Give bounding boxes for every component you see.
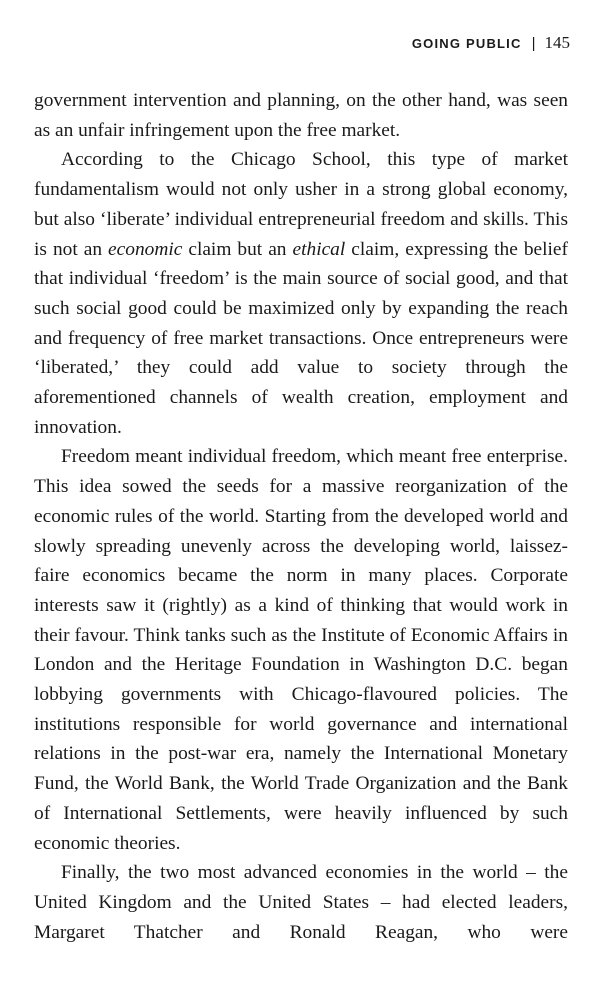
paragraph-finally: Finally, the two most advanced economies in the world – the United Kingdom and the United States – had elected leaders, Margaret Thatcher and Ronald Reagan, who were [34, 862, 568, 943]
paragraph-freedom: Freedom meant individual freedom, which meant free enterprise. This idea sowed the seeds for a massive reorganization of the economic rules of the world. Starting from the developed world and slowly spreading unevenly across the developing world, laissez-faire economics became the norm in many places. Corporate interests saw it (rightly) as a kind of thinking that would work in their favour. Think tanks such as the Institute of Economic Affairs in London and the Heritage Foundation in Washington D.C. began lobbying governments with Chicago-flavoured policies. The institutions responsible for world governance and international relations in the post-war era, namely the International Monetary Fund, the World Bank, the World Trade Organization and the Bank of International Settlements, were heavily influenced by such economic theories. [34, 446, 568, 854]
running-head-section: GOING PUBLIC [411, 36, 522, 51]
paragraph-chicago-school-text-1: According to the Chicago School, this type of market fundamentalism would not only usher in a strong global economy, but also ‘liberate’ individual entrepreneurial freedom and skills. This is not an [34, 149, 568, 260]
running-head [412, 33, 570, 54]
paragraph-chicago-school-text-2: claim but an [182, 238, 293, 260]
page-number: 145 [544, 33, 570, 52]
body-text [34, 86, 568, 947]
running-head-separator: | [531, 35, 536, 52]
emphasis-economic: economic [108, 238, 183, 260]
emphasis-ethical: ethical [292, 238, 346, 260]
paragraph-chicago-school [34, 145, 568, 442]
paragraph-chicago-school-text-3: claim, expressing the belief that individual ‘freedom’ is the main source of social good, and that such social good could be maximized only by expanding the reach and frequency of free market transactions. Once entrepreneurs were ‘liberated,’ they could add value to society through the aforementioned channels of wealth creation, employment and innovation. [34, 238, 568, 438]
paragraph-continued: government intervention and planning, on the other hand, was seen as an unfair infringement upon the free market. [34, 90, 568, 141]
